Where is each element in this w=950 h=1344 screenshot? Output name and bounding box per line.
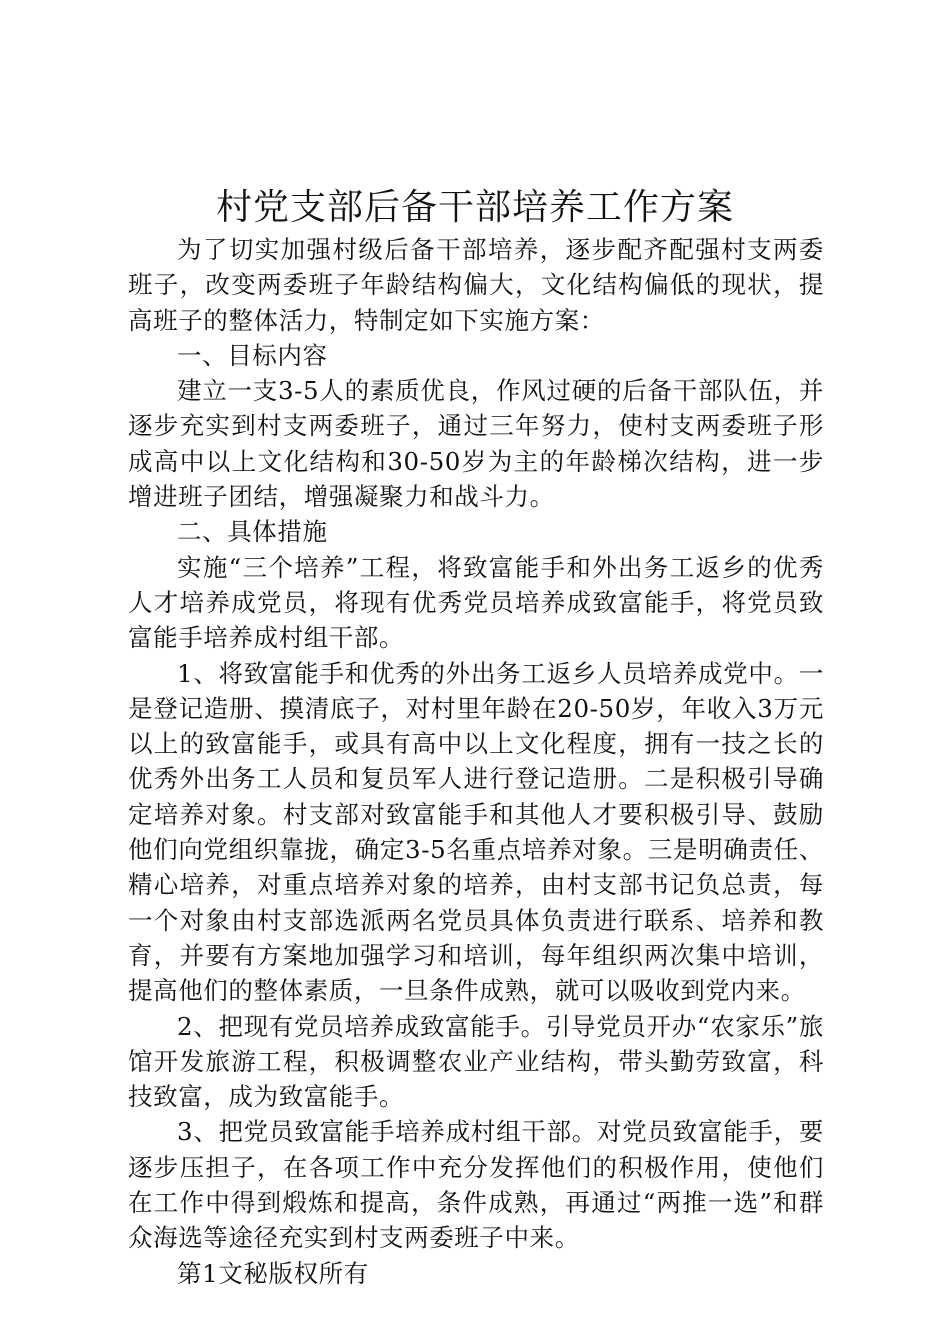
paragraph-goals: 建立一支3-5人的素质优良，作风过硬的后备干部队伍，并逐步充实到村支两委班子，通过三年努力，使村支两委班子形成高中以上文化结构和30-50岁为主的年龄梯次结构，进一步增进班子团结，增强凝聚力和战斗力。: [128, 376, 824, 512]
paragraph-three-trainings: 实施“三个培养”工程，将致富能手和外出务工返乡的优秀人才培养成党员，将现有优秀党员培养成致富能手，将党员致富能手培养成村组干部。: [128, 552, 824, 653]
section-heading-goals: 一、目标内容: [177, 340, 328, 370]
paragraph-measure-3: 3、把党员致富能手培养成村组干部。对党员致富能手，要逐步压担子，在各项工作中充分发挥他们的积极作用，使他们在工作中得到煅炼和提高，条件成熟，再通过“两推一选”和群众海选等途径充实到村支两委班子中来。: [128, 1117, 824, 1253]
page-footer-note: 第1文秘版权所有: [177, 1258, 369, 1288]
section-heading-measures: 二、具体措施: [177, 517, 328, 547]
paragraph-measure-2: 2、把现有党员培养成致富能手。引导党员开办“农家乐”旅馆开发旅游工程，积极调整农业产业结构，带头勤劳致富，科技致富，成为致富能手。: [128, 1011, 824, 1112]
document-title: 村党支部后备干部培养工作方案: [215, 187, 734, 228]
document-body: [128, 232, 824, 1291]
paragraph-intro: 为了切实加强村级后备干部培养，逐步配齐配强村支两委班子，改变两委班子年龄结构偏大，文化结构偏低的现状，提高班子的整体活力，特制定如下实施方案：: [128, 235, 824, 335]
paragraph-measure-1: 1、将致富能手和优秀的外出务工返乡人员培养成党中。一是登记造册、摸清底子，对村里年龄在20-50岁，年收入3万元以上的致富能手，或具有高中以上文化程度，拥有一技之长的优秀外出务工人员和复员军人进行登记造册。二是积极引导确定培养对象。村支部对致富能手和其他人才要积极引导、鼓励他们向党组织靠拢，确定3-5名重点培养对象。三是明确责任、精心培养，对重点培养对象的培养，由村支部书记负总责，每一个对象由村支部选派两名党员具体负责进行联系、培养和教育，并要有方案地加强学习和培训，每年组织两次集中培训，提高他们的整体素质，一旦条件成熟，就可以吸收到党内来。: [128, 658, 824, 1006]
